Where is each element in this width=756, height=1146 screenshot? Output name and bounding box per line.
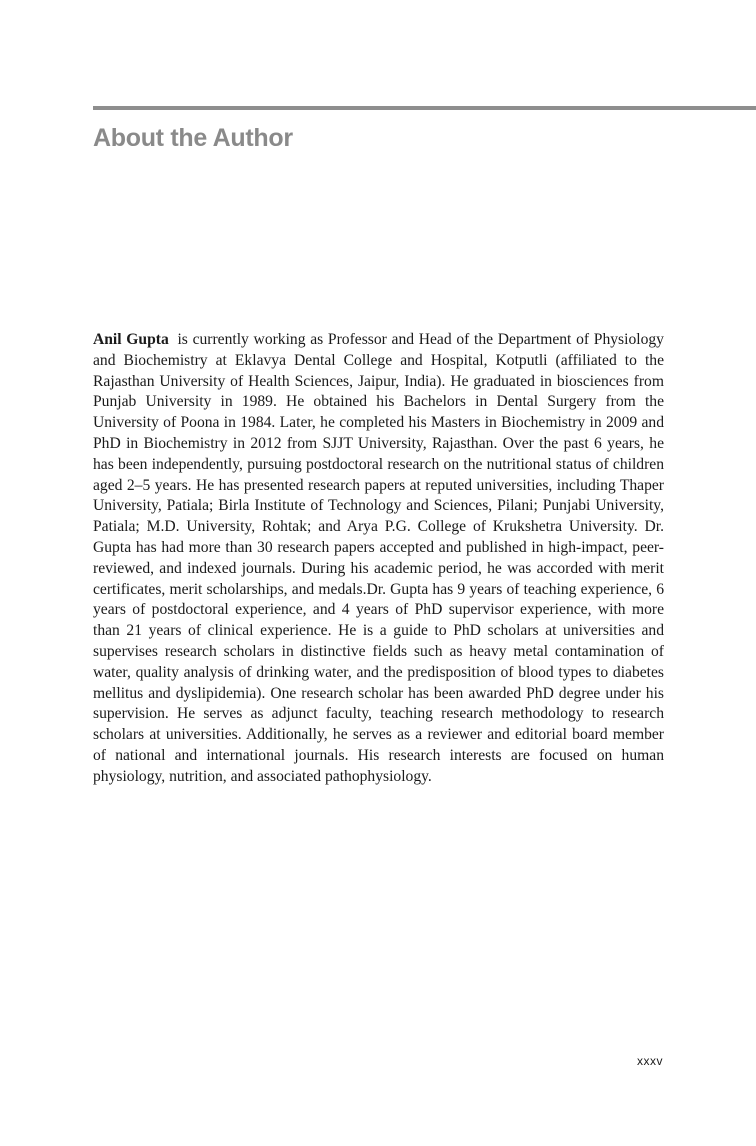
author-name: Anil Gupta (93, 331, 169, 348)
author-bio-paragraph (93, 330, 664, 788)
header-rule (93, 106, 756, 110)
section-heading: About the Author (93, 124, 293, 152)
author-bio-text: is currently working as Professor and Head of the Department of Physiology and Biochemistry at Eklavya Dental College and Hospital, Kotputli (affiliated to the Rajasthan University of Health Sciences, Jaipur, India). He graduated in biosciences from Punjab University in 1989. He obtained his Bachelors in Dental Surgery from the University of Poona in 1984. Later, he completed his Masters in Biochemistry in 2009 and PhD in Biochemistry in 2012 from SJJT University, Rajasthan. Over the past 6 years, he has been independently, pursuing postdoctoral research on the nutritional status of children aged 2–5 years. He has presented research papers at reputed universities, including Thaper University, Patiala; Birla Institute of Technology and Sciences, Pilani; Punjabi University, Patiala; M.D. University, Rohtak; and Arya P.G. College of Krukshetra University. Dr. Gupta has had more than 30 research papers accepted and published in high-impact, peer-reviewed, and indexed journals. During his academic period, he was accorded with merit certificates, merit scholarships, and medals.Dr. Gupta has 9 years of teaching experience, 6 years of postdoctoral experience, and 4 years of PhD supervisor experience, with more than 21 years of clinical experience. He is a guide to PhD scholars at universities and supervises research scholars in distinctive fields such as heavy metal contamination of water, quality analysis of drinking water, and the predisposition of blood types to diabetes mellitus and dyslipidemia). One research scholar has been awarded PhD degree under his supervision. He serves as adjunct faculty, teaching research methodology to research scholars at universities. Additionally, he serves as a reviewer and editorial board member of national and international journals. His research interests are focused on human physiology, nutrition, and associated pathophysiology. (93, 331, 664, 785)
page-number: xxxv (637, 1054, 663, 1068)
